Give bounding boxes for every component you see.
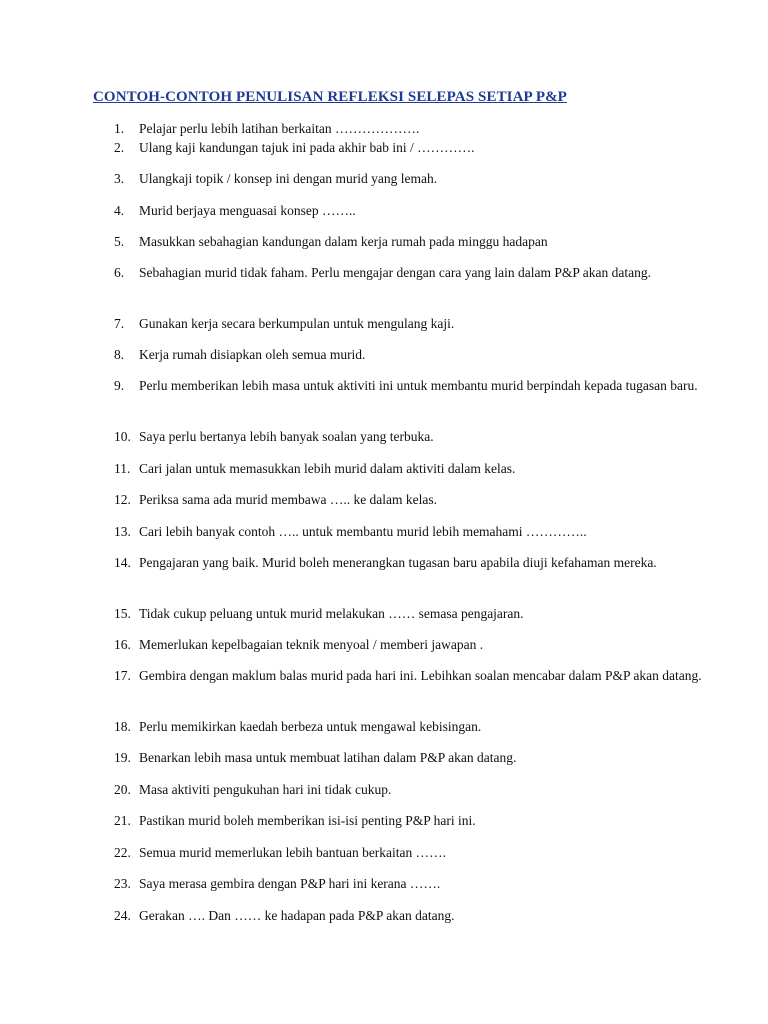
item-number: 18. [114, 719, 131, 734]
item-text: Gembira dengan maklum balas murid pada hari ini. Lebihkan soalan mencabar dalam P&P akan datang. [139, 668, 702, 683]
item-text: Benarkan lebih masa untuk membuat latihan dalam P&P akan datang. [139, 750, 517, 765]
item-text: Tidak cukup peluang untuk murid melakukan …… semasa pengajaran. [139, 606, 524, 621]
list-item [114, 376, 704, 395]
list-item [114, 906, 704, 925]
list-item [114, 635, 704, 654]
item-number: 17. [114, 668, 131, 683]
list-item [114, 717, 704, 736]
item-number: 11. [114, 461, 131, 476]
list-item [114, 874, 704, 893]
item-number: 16. [114, 637, 131, 652]
item-number: 14. [114, 555, 131, 570]
item-number: 10. [114, 429, 131, 444]
item-number: 19. [114, 750, 131, 765]
item-number: 13. [114, 524, 131, 539]
item-number: 7. [114, 316, 125, 331]
list-item [114, 666, 704, 685]
list-item [114, 263, 704, 282]
item-text: Kerja rumah disiapkan oleh semua murid. [139, 347, 366, 362]
item-text: Masa aktiviti pengukuhan hari ini tidak cukup. [139, 782, 392, 797]
item-text: Sebahagian murid tidak faham. Perlu mengajar dengan cara yang lain dalam P&P akan datang. [139, 265, 651, 280]
item-text: Pastikan murid boleh memberikan isi-isi penting P&P hari ini. [139, 813, 476, 828]
item-number: 8. [114, 347, 125, 362]
item-text: Gerakan …. Dan …… ke hadapan pada P&P akan datang. [139, 908, 455, 923]
list-item [114, 553, 704, 572]
item-text: Saya merasa gembira dengan P&P hari ini kerana ……. [139, 876, 441, 891]
item-number: 3. [114, 171, 125, 186]
item-number: 2. [114, 140, 125, 155]
item-number: 20. [114, 782, 131, 797]
item-text: Pengajaran yang baik. Murid boleh menerangkan tugasan baru apabila diuji kefahaman mereka. [139, 555, 657, 570]
list-item [114, 427, 704, 446]
list-item [114, 232, 704, 251]
item-number: 24. [114, 908, 131, 923]
item-text: Memerlukan kepelbagaian teknik menyoal / memberi jawapan . [139, 637, 484, 652]
list-item [114, 201, 704, 220]
list-item [114, 811, 704, 830]
list-item [114, 459, 704, 478]
list-item [114, 748, 704, 767]
item-text: Perlu memikirkan kaedah berbeza untuk mengawal kebisingan. [139, 719, 482, 734]
item-text: Murid berjaya menguasai konsep …….. [139, 203, 356, 218]
item-number: 12. [114, 492, 131, 507]
item-text: Ulang kaji kandungan tajuk ini pada akhir bab ini / …………. [139, 140, 475, 155]
item-text: Cari lebih banyak contoh ….. untuk membantu murid lebih memahami ………….. [139, 524, 587, 539]
item-number: 23. [114, 876, 131, 891]
list-item [114, 522, 704, 541]
list-item [114, 345, 704, 364]
item-text: Masukkan sebahagian kandungan dalam kerja rumah pada minggu hadapan [139, 234, 548, 249]
list-item [114, 314, 704, 333]
item-text: Cari jalan untuk memasukkan lebih murid dalam aktiviti dalam kelas. [139, 461, 516, 476]
list-item [114, 169, 704, 188]
list-item [114, 843, 704, 862]
item-text: Saya perlu bertanya lebih banyak soalan yang terbuka. [139, 429, 434, 444]
item-number: 21. [114, 813, 131, 828]
item-number: 6. [114, 265, 125, 280]
list-item [114, 138, 704, 157]
list-item [114, 490, 704, 509]
item-number: 4. [114, 203, 125, 218]
item-number: 1. [114, 121, 125, 136]
item-number: 9. [114, 378, 125, 393]
item-text: Gunakan kerja secara berkumpulan untuk mengulang kaji. [139, 316, 455, 331]
item-text: Pelajar perlu lebih latihan berkaitan ………………. [139, 121, 420, 136]
item-number: 22. [114, 845, 131, 860]
list-item [114, 780, 704, 799]
item-number: 5. [114, 234, 125, 249]
item-text: Ulangkaji topik / konsep ini dengan murid yang lemah. [139, 171, 438, 186]
item-text: Periksa sama ada murid membawa ….. ke dalam kelas. [139, 492, 438, 507]
item-text: Perlu memberikan lebih masa untuk aktiviti ini untuk membantu murid berpindah kepada tugasan baru. [139, 378, 698, 393]
list-item [114, 119, 704, 138]
document-title: CONTOH-CONTOH PENULISAN REFLEKSI SELEPAS SETIAP P&P [93, 89, 567, 105]
item-number: 15. [114, 606, 131, 621]
item-text: Semua murid memerlukan lebih bantuan berkaitan ……. [139, 845, 447, 860]
list-item [114, 604, 704, 623]
